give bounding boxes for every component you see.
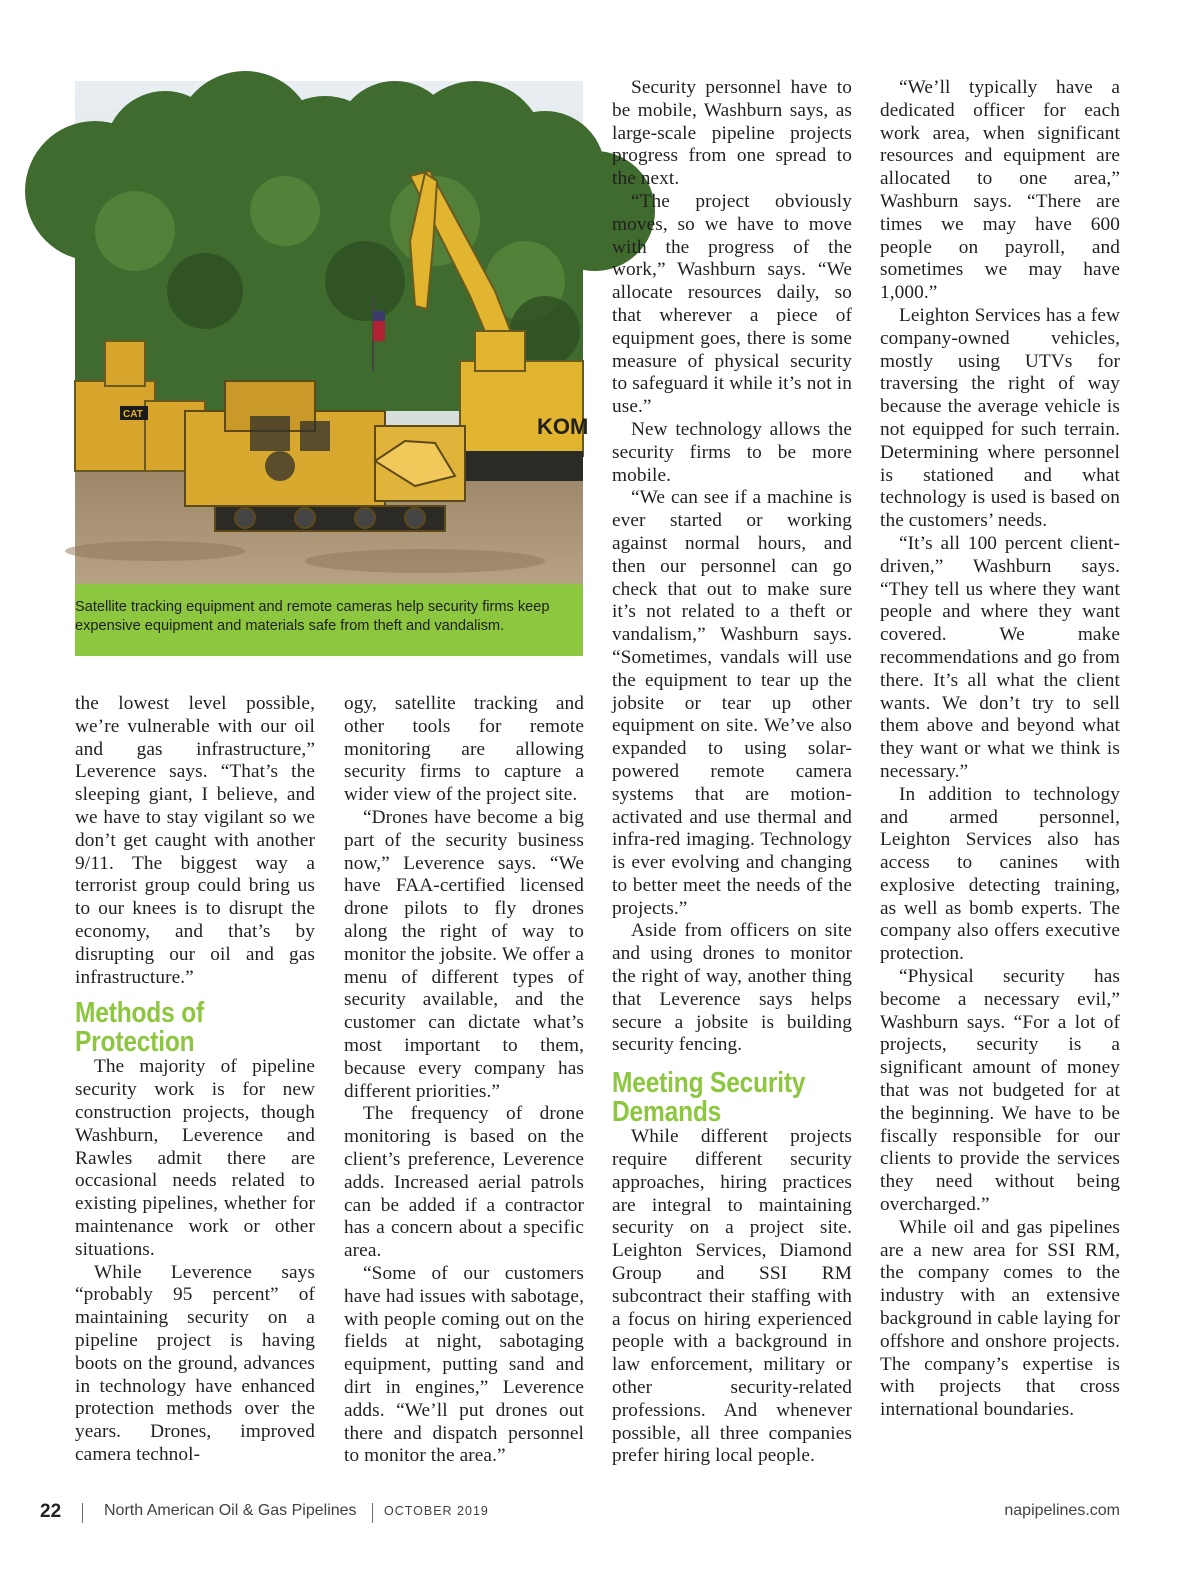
paragraph: “Some of our customers have had issues with sabotage, with people coming out on the fields at night, sabotaging equipment, putting sand and dirt in engines,” Leverence adds. “We’ll put drones out there and dispatch personnel to monitor the area.”	[344, 1262, 584, 1467]
paragraph: “We can see if a machine is ever started or working against normal hours, and then our personnel can go check that out to make sure it’s not related to a theft or vandalism,” Washburn says. “Sometimes, vandals will use the equipment to tear up the jobsite or tear up other equipment on site. We’ve also expanded to using solar-powered remote camera systems that are motion-activated and use thermal and infra-red imaging. Technology is ever evolving and changing to better meet the needs of the projects.”	[612, 487, 852, 919]
paragraph: In addition to technology and armed personnel, Leighton Services also has access to canines with explosive detecting training, as well as bomb experts. The company also offers executive protection.	[880, 783, 1120, 965]
article-column-4	[880, 77, 1120, 1422]
photo-caption-box	[75, 584, 583, 656]
paragraph: “We’ll typically have a dedicated officer for each work area, when significant resources and equipment are allocated to one area,” Washburn says. “There are times we may have 600 people on payroll, and sometimes we may have 1,000.”	[880, 77, 1120, 304]
paragraph: The majority of pipeline security work is for new construction projects, though Washburn, Leverence and Rawles admit there are occasional needs related to existing pipelines, whether for maintenance work or other situations.	[75, 1056, 315, 1260]
paragraph: While different projects require different security approaches, hiring practices are integral to maintaining security on a project site. Leighton Services, Diamond Group and SSI RM subcontract their staffing with a focus on hiring experienced people with a background in law enforcement, military or other security-related professions. And whenever possible, all three companies prefer hiring local people.	[612, 1126, 852, 1467]
paragraph: The frequency of drone monitoring is based on the client’s preference, Leverence adds. Increased aerial patrols can be added if a contractor has a concern about a specific area.	[344, 1103, 584, 1262]
article-column-2	[344, 693, 584, 1468]
paragraph: “Drones have become a big part of the security business now,” Leverence says. “We have FAA-certified licensed drone pilots to fly drones along the right of way to monitor the jobsite. We offer a menu of different types of security available, and the customer can dictate what’s most important to them, because every company has different priorities.”	[344, 806, 584, 1102]
article-column-3	[612, 77, 852, 1468]
section-heading: Methods of Protection	[75, 997, 204, 1058]
paragraph: the lowest level possible, we’re vulnerable with our oil and gas infrastructure,” Leverence says. “That’s the sleeping giant, I believe, and we have to stay vigilant so we don’t get caught with another 9/11. The biggest way a terrorist group could bring us to our knees is to disrupt the economy, and that’s by disrupting our oil and gas infrastructure.”	[75, 693, 315, 988]
paragraph: While oil and gas pipelines are a new area for SSI RM, the company comes to the industry with an extensive background in cable laying for offshore and onshore projects. The company’s expertise is with projects that cross international boundaries.	[880, 1216, 1120, 1421]
paragraph: Leighton Services has a few company-owned vehicles, mostly using UTVs for traversing the right of way because the average vehicle is not equipped for such terrain. Determining where personnel is stationed and what technology is used is based on the customers’ needs.	[880, 304, 1120, 532]
paragraph: ogy, satellite tracking and other tools for remote monitoring are allowing security firms to capture a wider view of the project site.	[344, 693, 584, 806]
article-photo	[75, 81, 589, 584]
section-heading: Meeting Security Demands	[612, 1067, 806, 1128]
paragraph: Aside from officers on site and using drones to monitor the right of way, another thing that Leverence says helps secure a jobsite is building security fencing.	[612, 920, 852, 1056]
svg-text:KOM: KOM	[537, 414, 589, 439]
issue-date: OCTOBER 2019	[384, 1504, 489, 1518]
publication-name: North American Oil & Gas Pipelines	[104, 1502, 357, 1519]
paragraph: New technology allows the security firms to be more mobile.	[612, 418, 852, 486]
footer-divider	[372, 1503, 373, 1523]
website-link[interactable]: napipelines.com	[1004, 1502, 1120, 1519]
paragraph: “It’s all 100 percent client-driven,” Washburn says. “They tell us where they want people and where they want covered. We make recommendations and go from there. It’s all what the client wants. We don’t try to sell them above and beyond what they want or what we think is necessary.”	[880, 532, 1120, 782]
page-footer	[40, 1497, 1120, 1537]
svg-text:CAT: CAT	[123, 409, 143, 420]
paragraph: Security personnel have to be mobile, Washburn says, as large-scale pipeline projects progress from one spread to the next.	[612, 77, 852, 190]
footer-divider	[82, 1503, 83, 1523]
paragraph: While Leverence says “probably 95 percent” of maintaining security on a pipeline project is having boots on the ground, advances in technology have enhanced protection methods over the years. Drones, improved camera technol-	[75, 1261, 315, 1465]
photo-caption: Satellite tracking equipment and remote cameras help security firms keep expensive equipment and materials safe from theft and vandalism.	[75, 599, 550, 634]
paragraph: “The project obviously moves, so we have to move with the progress of the work,” Washburn says. “We allocate resources daily, so that wherever a piece of equipment goes, there is some measure of physical security to safeguard it while it’s not in use.”	[612, 190, 852, 418]
article-column-1	[75, 693, 315, 1467]
page-number: 22	[40, 1501, 62, 1522]
paragraph: “Physical security has become a necessary evil,” Washburn says. “For a lot of projects, security is a significant amount of money that was not budgeted for at the beginning. We have to be fiscally responsible for our clients to provide the services they need without being overcharged.”	[880, 966, 1120, 1216]
